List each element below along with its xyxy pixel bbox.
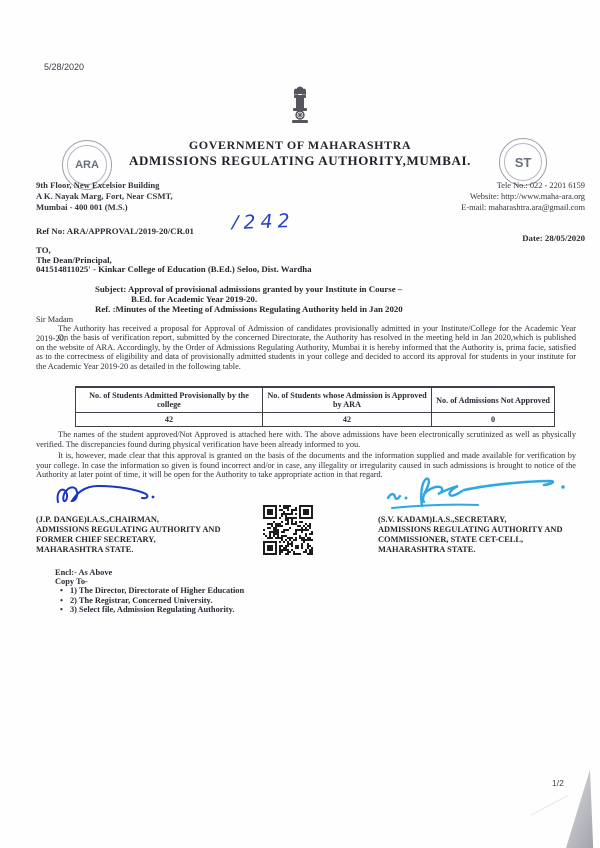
- sender-address: [36, 180, 173, 213]
- address-line: Mumbai - 400 001 (M.S.): [36, 202, 128, 212]
- ara-seal-icon: ARA: [62, 140, 112, 190]
- table-value-cell: 0: [432, 413, 555, 427]
- signatory-name: (S.V. KADAM)I.A.S.,SECRETARY,: [378, 515, 507, 524]
- enclosure-note: Encl:- As Above: [55, 568, 113, 577]
- telephone: Tele No.: 022 - 2201 6159: [496, 181, 585, 190]
- cet-seal-icon: ST: [499, 138, 547, 186]
- table-header-cell: No. of Students whose Admission is Approved by ARA: [263, 387, 432, 413]
- national-emblem-icon: [286, 86, 314, 137]
- table-value-cell: 42: [263, 413, 432, 427]
- table-value-row: [76, 413, 555, 427]
- page-fold: [558, 768, 598, 848]
- approval-table: [75, 386, 555, 427]
- chairman-signature: [50, 478, 260, 515]
- signatory-state: MAHARASHTRA STATE.: [378, 545, 476, 554]
- body-paragraph-2: On the basis of verification report, submitted by the concerned Directorate, the Authority has resolved in the meeting held in Jan 2020,which is published on the website of ARA. Accordingly, by the Order of Admissions Regulating Authority, Mumbai it is hereby informed that the Authority is, prima facie, satisfied as to the correctness of eligibility and data of provisionally admitted students in your college and decided to accord its approval for students in your institute for the Academic Year 2019-20 as detailed in the following table.: [36, 333, 576, 371]
- body-paragraph-4: It is, however, made clear that this approval is granted on the basis of the documents and the information supplied and made available for verification by your college. In case the information so given is found incorrect and/or in case, any illegality or irregularity caused in such admissions is brought to notice of the Authority at later point of time, it will be open for the Authority to take appropriate action in that regard.: [36, 451, 576, 480]
- signatory-state: MAHARASHTRA STATE.: [36, 545, 134, 554]
- body-paragraph-3: The names of the student approved/Not Approved is attached here with. The above admissions have been electronically scrutinized as well as physically verified. The discrepancies found during physical verification have been already informed to you.: [36, 430, 576, 449]
- subject-line2: B.Ed. for Academic Year 2019-20.: [131, 294, 258, 304]
- address-line: A K. Nayak Marg, Fort, Near CSMT,: [36, 191, 173, 201]
- signatory-name: (J.P. DANGE)I.A.S.,CHAIRMAN,: [36, 515, 159, 524]
- signatory-role: COMMISSIONER, STATE CET-CELL,: [378, 535, 524, 544]
- copy-item: • 3) Select file, Admission Regulating Authority.: [60, 605, 244, 614]
- letter-date: Date: 28/05/2020: [522, 233, 585, 243]
- reference-number: Ref No: ARA/APPROVAL/2019-20/CR.01: [36, 226, 194, 236]
- signatory-org: ADMISSIONS REGULATING AUTHORITY AND: [36, 525, 221, 534]
- table-value-cell: 42: [76, 413, 263, 427]
- address-line: 9th Floor, New Excelsior Building: [36, 180, 160, 190]
- scan-scratch: [530, 795, 568, 816]
- scan-date: 5/28/2020: [44, 62, 85, 72]
- subject-ref: Ref. :Minutes of the Meeting of Admissions Regulating Authority held in Jan 2020: [95, 304, 403, 314]
- page-number: 1/2: [552, 778, 564, 788]
- recipient-block: [36, 246, 312, 275]
- body-paragraph-1: The Authority has received a proposal for Approval of Admission of candidates provisionally admitted in your Institute/College for the Academic Year 2019-20.: [36, 324, 576, 343]
- to-label: TO,: [36, 245, 51, 255]
- table-header-cell: No. of Students Admitted Provisionally by the college: [76, 387, 263, 413]
- signatory-org: ADMISSIONS REGULATING AUTHORITY AND: [378, 525, 563, 534]
- recipient-title: The Dean/Principal,: [36, 254, 112, 265]
- qr-code: [263, 505, 313, 560]
- handwritten-ref-number: /242: [229, 209, 296, 235]
- chairman-block: [36, 515, 221, 555]
- recipient-college: 041514811025' - Kinkar College of Education (B.Ed.) Seloo, Dist. Wardha: [36, 264, 312, 274]
- signatory-role: FORMER CHIEF SECRETARY,: [36, 535, 156, 544]
- email: E-mail: maharashtra.ara@gmail.com: [461, 203, 585, 212]
- copy-item: • 2) The Registrar, Concerned University.: [60, 596, 244, 605]
- secretary-block: [378, 515, 563, 555]
- copy-to-label: Copy To-: [55, 577, 88, 586]
- copy-to-list: [60, 586, 244, 615]
- website: Website: http://www.maha-ara.org: [469, 192, 585, 201]
- table-header-row: [76, 387, 555, 413]
- copy-item: • 1) The Director, Directorate of Higher Education: [60, 586, 244, 595]
- salutation: Sir Madam: [36, 315, 74, 324]
- government-title: GOVERNMENT OF MAHARASHTRA: [188, 138, 412, 152]
- table-header-cell: No. of Admissions Not Approved: [432, 387, 555, 413]
- subject-line1: Subject: Approval of provisional admissions granted by your Institute in Course –: [95, 284, 403, 294]
- secretary-signature: [382, 474, 582, 519]
- authority-title: ADMISSIONS REGULATING AUTHORITY,MUMBAI.: [129, 153, 471, 168]
- contact-info: [461, 180, 585, 213]
